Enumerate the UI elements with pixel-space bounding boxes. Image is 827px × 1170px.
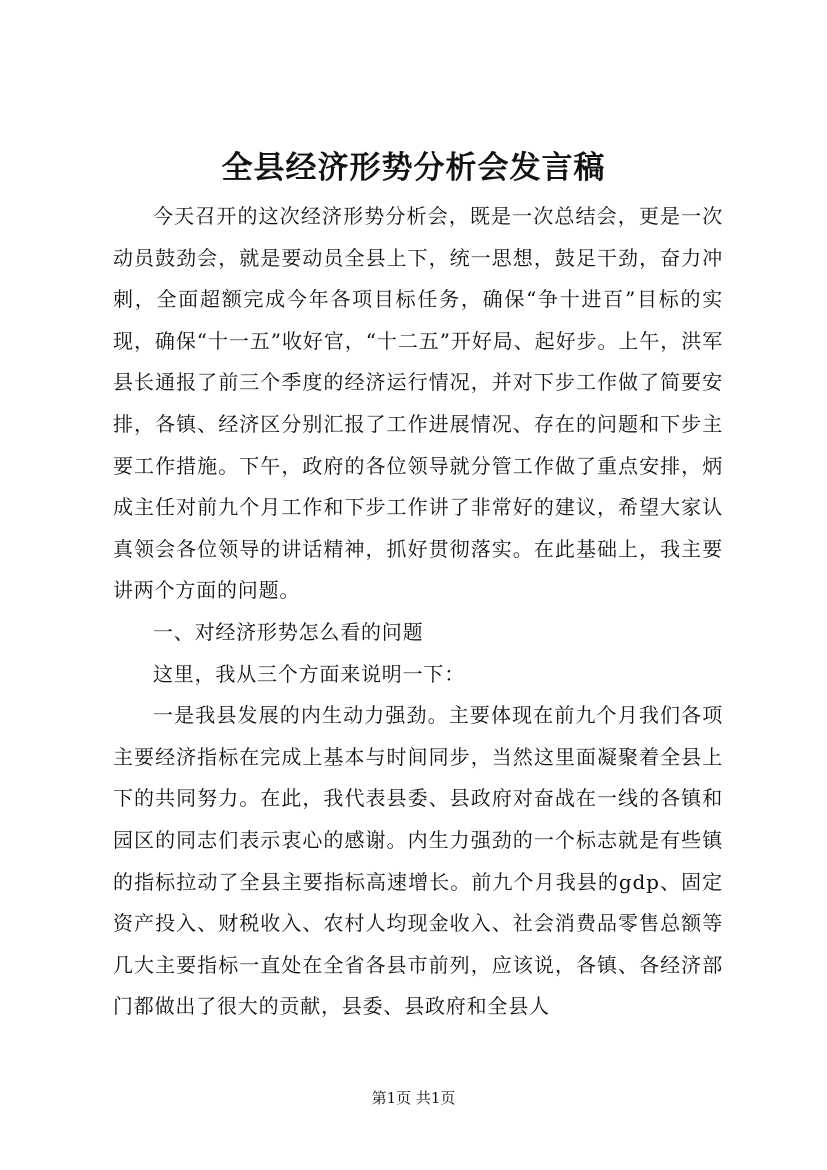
section-heading: 一、对经济形势怎么看的问题 bbox=[153, 619, 424, 644]
page-title: 全县经济形势分析会发言稿 bbox=[221, 150, 606, 186]
paragraph-point-one: 一是我县发展的内生动力强劲。主要体现在前九个月我们各项主要经济指标在完成上基本与时间同步，当然这里面凝聚着全县上下的共同努力。在此，我代表县委、县政府对奋战在一线的各镇和园区的同志们表示衷心的感谢。内生力强劲的一个标志就是有些镇的指标拉动了全县主要指标高速增长。前九个月我县的gdp、固定资产投入、财税收入、农村人均现金收入、社会消费品零售总额等几大主要指标一直处在全省各县市前列，应该说，各镇、各经济部门都做出了很大的贡献，县委、县政府和全县人 bbox=[113, 703, 723, 1019]
page-footer: 第1页 共1页 bbox=[371, 1089, 456, 1107]
paragraph-lead: 这里，我从三个方面来说明一下： bbox=[153, 661, 465, 686]
paragraph-intro: 今天召开的这次经济形势分析会，既是一次总结会，更是一次动员鼓劲会，就是要动员全县上下，统一思想，鼓足干劲，奋力冲刺，全面超额完成今年各项目标任务，确保“争十进百”目标的实现，确保“十一五”收好官，“十二五”开好局、起好步。上午，洪军县长通报了前三个季度的经济运行情况，并对下步工作做了简要安排，各镇、经济区分别汇报了工作进展情况、存在的问题和下步主要工作措施。下午，政府的各位领导就分管工作做了重点安排，炳成主任对前九个月工作和下步工作讲了非常好的建议，希望大家认真领会各位领导的讲话精神，抓好贯彻落实。在此基础上，我主要讲两个方面的问题。 bbox=[113, 204, 723, 603]
document-body bbox=[113, 196, 723, 1028]
